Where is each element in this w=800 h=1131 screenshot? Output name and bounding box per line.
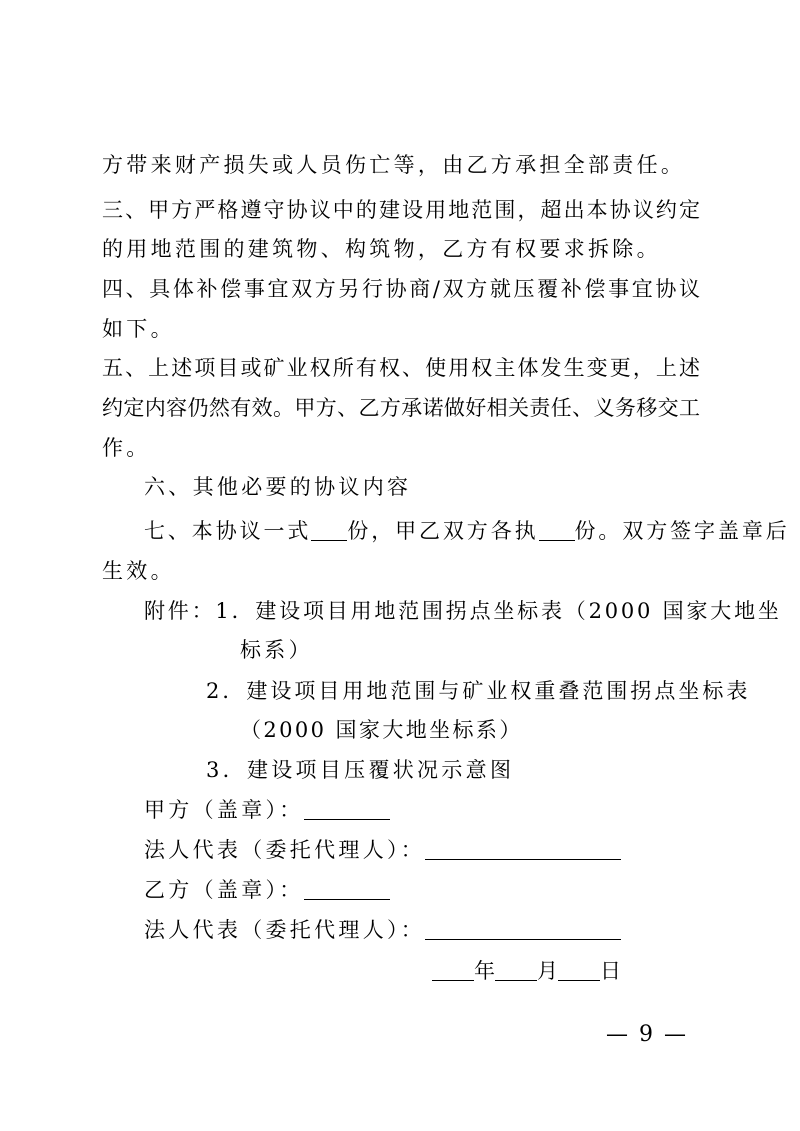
clause-4-line-1: 四、具体补偿事宜双方另行协商/双方就压覆补偿事宜协议 [102,277,700,301]
party-b-label: 乙方（盖章）： [144,878,304,902]
month-blank [495,958,537,981]
clause-6: 六、其他必要的协议内容 [144,475,412,499]
clause-7-line-1 [144,516,790,546]
day-blank [558,958,600,981]
attachment-item-1: 1．建设项目用地范围拐点坐标表（2000 国家大地坐 [215,599,782,623]
clause-4-line-2: 如下。 [102,317,175,341]
party-b-rep-line [144,915,621,945]
attachment-item-1-cont: 标系） [240,638,313,662]
attachment-item-3: 3．建设项目压覆状况示意图 [206,758,515,782]
party-b-seal-blank [304,877,390,900]
year-label: 年 [474,959,495,983]
clause-5-line-2: 约定内容仍然有效。甲方、乙方承诺做好相关责任、义务移交工 [102,396,700,420]
clause-7-text-b: 份，甲乙双方各执 [347,519,539,543]
copies-each-blank [539,518,575,541]
page-number: — 9 — [606,1022,688,1047]
copies-total-blank [311,518,347,541]
party-b-rep-blank [425,917,621,940]
party-a-rep-label: 法人代表（委托代理人）： [144,838,426,862]
clause-5-line-3: 作。 [102,436,151,460]
attachment-item-2: 2．建设项目用地范围与矿业权重叠范围拐点坐标表 [206,679,751,703]
year-blank [432,958,474,981]
clause-7-text-a: 七、本协议一式 [144,519,312,543]
party-b-rep-label: 法人代表（委托代理人）： [144,918,426,942]
party-b-seal-line [144,875,390,905]
date-line [432,956,621,986]
attachment-item-2-cont: （2000 国家大地坐标系） [240,718,523,742]
month-label: 月 [537,959,558,983]
paragraph-continuation: 方带来财产损失或人员伤亡等，由乙方承担全部责任。 [102,153,686,177]
party-a-label: 甲方（盖章）： [144,798,304,822]
clause-3-line-1: 三、甲方严格遵守协议中的建设用地范围，超出本协议约定 [102,198,700,222]
party-a-seal-blank [304,797,390,820]
attachment-line-1 [144,596,782,626]
party-a-rep-line [144,835,621,865]
clause-7-text-c: 份。双方签字盖章后 [574,519,790,543]
day-label: 日 [600,959,621,983]
clause-5-line-1: 五、上述项目或矿业权所有权、使用权主体发生变更，上述 [102,356,700,380]
party-a-rep-blank [425,837,621,860]
clause-7-line-2: 生效。 [102,559,175,583]
attachments-label: 附件： [144,599,216,623]
party-a-seal-line [144,795,390,825]
clause-3-line-2: 的用地范围的建筑物、构筑物，乙方有权要求拆除。 [102,237,661,261]
